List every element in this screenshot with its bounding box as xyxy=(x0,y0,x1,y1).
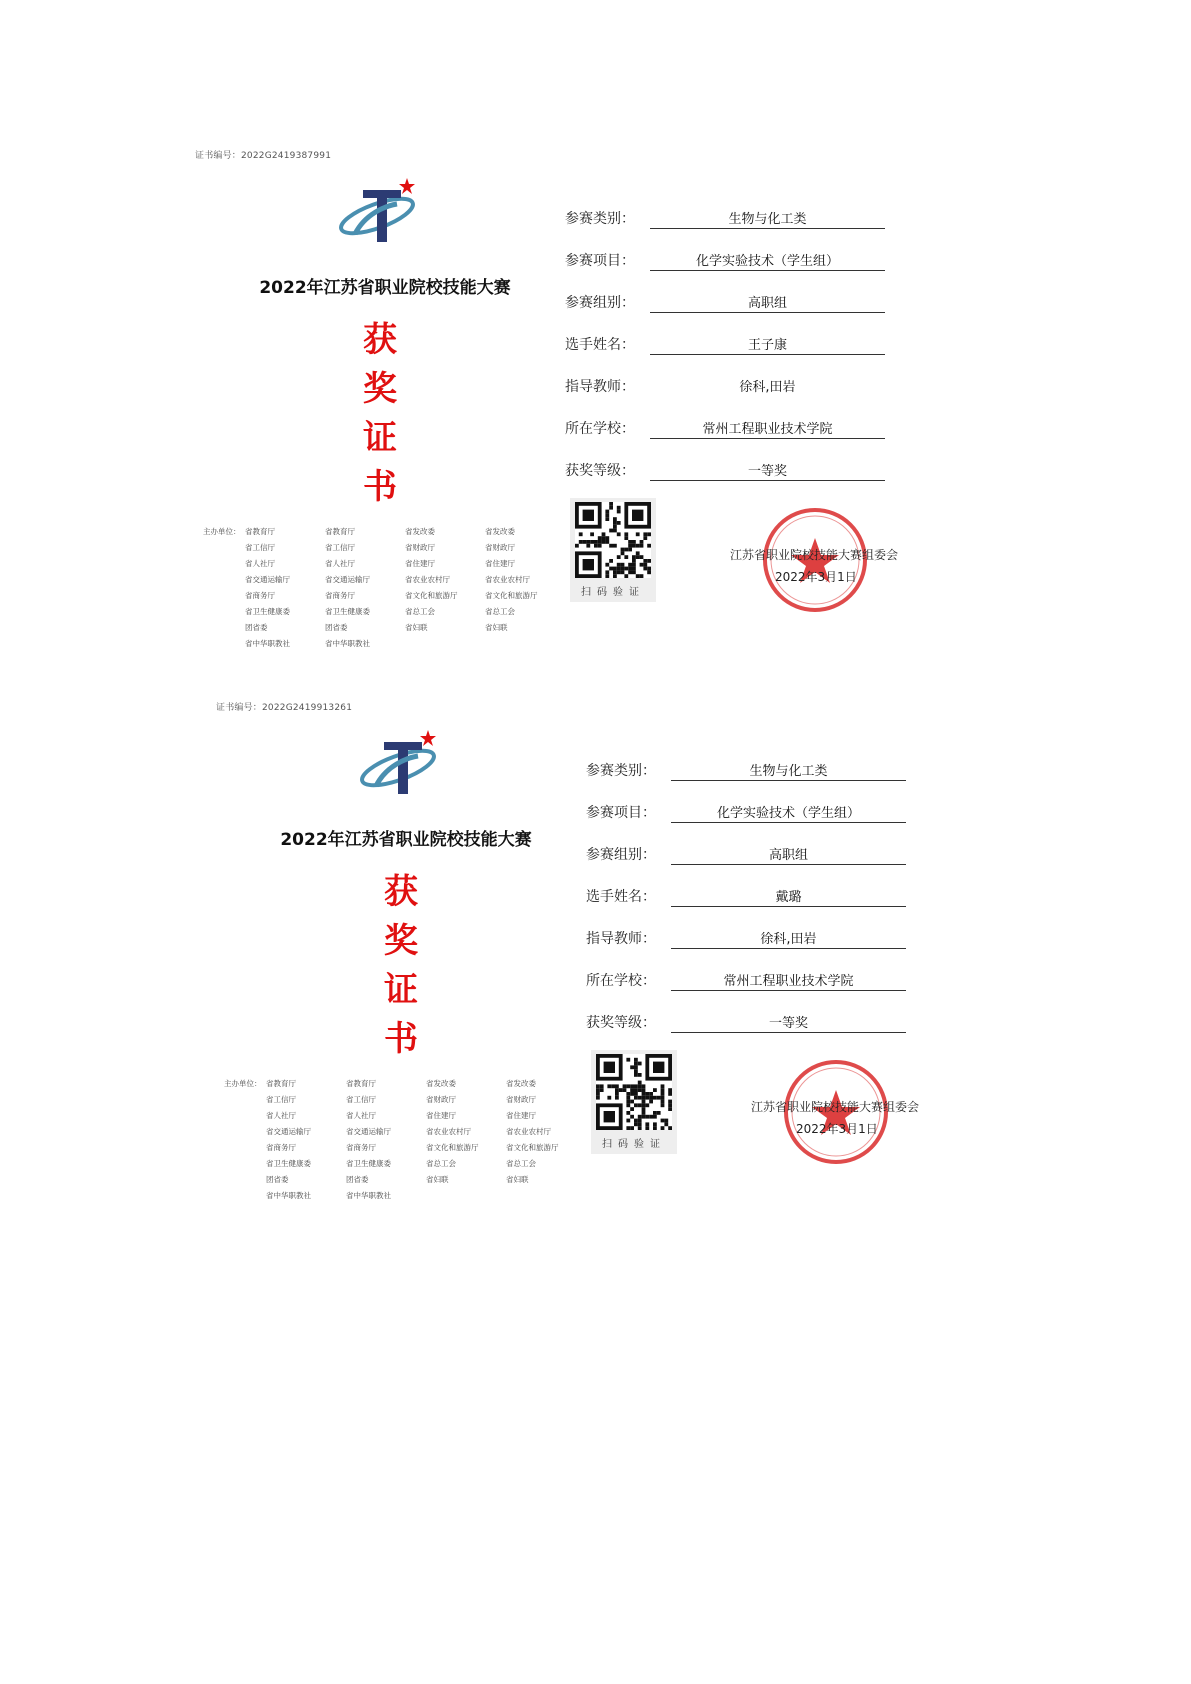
qr-code-icon xyxy=(575,502,651,578)
organizer-item: 省中华职教社 xyxy=(325,639,370,648)
qr-caption: 扫码验证 xyxy=(581,587,645,598)
field-label: 参赛项目： xyxy=(586,805,656,821)
organizer-item: 团省委 xyxy=(346,1175,369,1184)
certificate-1 xyxy=(195,148,1035,708)
organizer-item: 省中华职教社 xyxy=(266,1191,311,1200)
organizer-item: 省商务厅 xyxy=(245,591,275,600)
competition-logo-icon xyxy=(335,176,425,248)
field-label: 指导教师： xyxy=(586,931,656,947)
organizers-label: 主办单位： xyxy=(224,1079,262,1088)
verification-qr[interactable] xyxy=(591,1050,677,1154)
organizer-item: 省总工会 xyxy=(405,607,435,616)
organizer-item: 省教育厅 xyxy=(266,1079,296,1088)
field-value: 王子康 xyxy=(650,334,885,355)
organizer-item: 省妇联 xyxy=(405,623,428,632)
field-value: 常州工程职业技术学院 xyxy=(650,418,885,439)
organizer-item: 省商务厅 xyxy=(346,1143,376,1152)
certificate-fields xyxy=(586,760,926,1054)
organizer-item: 省文化和旅游厅 xyxy=(426,1143,479,1152)
competition-title: 2022年江苏省职业院校技能大赛 xyxy=(280,830,532,850)
organizer-item: 省交通运输厅 xyxy=(325,575,370,584)
field-value: 化学实验技术（学生组） xyxy=(671,802,906,823)
field-row xyxy=(565,376,905,418)
field-label: 所在学校： xyxy=(586,973,656,989)
organizer-item: 省发改委 xyxy=(506,1079,536,1088)
field-value: 徐科,田岩 xyxy=(671,928,906,949)
competition-title: 2022年江苏省职业院校技能大赛 xyxy=(259,278,511,298)
heading-char: 获 xyxy=(384,872,418,912)
organizer-item: 省财政厅 xyxy=(506,1095,536,1104)
field-label: 获奖等级： xyxy=(586,1015,656,1031)
field-label: 指导教师： xyxy=(565,379,635,395)
organizer-item: 省住建厅 xyxy=(485,559,515,568)
field-value: 徐科,田岩 xyxy=(739,380,796,395)
organizer-item: 团省委 xyxy=(245,623,268,632)
organizers-list xyxy=(245,526,565,649)
field-row xyxy=(586,802,926,844)
field-label: 获奖等级： xyxy=(565,463,635,479)
organizer-item: 省发改委 xyxy=(405,527,435,536)
field-row xyxy=(565,208,905,250)
organizer-item: 省财政厅 xyxy=(485,543,515,552)
issue-date: 2022年3月1日 xyxy=(796,1122,878,1136)
award-certificate-heading xyxy=(376,868,426,1064)
organizer-item: 省农业农村厅 xyxy=(405,575,450,584)
organizer-item: 省文化和旅游厅 xyxy=(485,591,538,600)
field-row xyxy=(586,886,926,928)
organizer-item: 省交通运输厅 xyxy=(245,575,290,584)
heading-char: 获 xyxy=(363,320,397,360)
organizer-item: 省卫生健康委 xyxy=(346,1159,391,1168)
organizer-item: 省工信厅 xyxy=(245,543,275,552)
organizer-item: 省农业农村厅 xyxy=(506,1127,551,1136)
field-value: 化学实验技术（学生组） xyxy=(650,250,885,271)
organizer-item: 团省委 xyxy=(325,623,348,632)
field-value: 一等奖 xyxy=(650,460,885,481)
field-value: 生物与化工类 xyxy=(650,208,885,229)
organizer-item: 省交通运输厅 xyxy=(346,1127,391,1136)
issuer-name: 江苏省职业院校技能大赛组委会 xyxy=(751,1100,920,1114)
heading-char: 证 xyxy=(384,970,418,1010)
field-label: 选手姓名： xyxy=(586,889,656,905)
organizer-item: 省人社厅 xyxy=(266,1111,296,1120)
organizer-item: 省工信厅 xyxy=(325,543,355,552)
organizer-item: 省商务厅 xyxy=(266,1143,296,1152)
heading-char: 书 xyxy=(384,1019,418,1059)
field-row xyxy=(565,334,905,376)
field-value: 高职组 xyxy=(650,292,885,313)
organizer-item: 省农业农村厅 xyxy=(426,1127,471,1136)
field-row xyxy=(565,292,905,334)
field-row xyxy=(586,760,926,802)
organizer-item: 省农业农村厅 xyxy=(485,575,530,584)
certificate-number: 证书编号：2022G2419387991 xyxy=(195,151,332,161)
field-label: 参赛组别： xyxy=(565,295,635,311)
field-row xyxy=(565,250,905,292)
organizer-item: 省人社厅 xyxy=(346,1111,376,1120)
heading-char: 奖 xyxy=(384,921,418,961)
organizer-item: 省教育厅 xyxy=(346,1079,376,1088)
organizer-item: 省财政厅 xyxy=(405,543,435,552)
organizer-item: 省住建厅 xyxy=(506,1111,536,1120)
award-certificate-heading xyxy=(355,316,405,512)
field-value: 生物与化工类 xyxy=(671,760,906,781)
organizer-item: 省教育厅 xyxy=(245,527,275,536)
organizer-item: 省总工会 xyxy=(506,1159,536,1168)
field-row xyxy=(565,460,905,502)
verification-qr[interactable] xyxy=(570,498,656,602)
organizer-item: 省住建厅 xyxy=(426,1111,456,1120)
organizer-item: 省总工会 xyxy=(485,607,515,616)
organizer-item: 省商务厅 xyxy=(325,591,355,600)
issuer-name: 江苏省职业院校技能大赛组委会 xyxy=(730,548,899,562)
heading-char: 书 xyxy=(363,467,397,507)
field-row xyxy=(565,418,905,460)
organizer-item: 省总工会 xyxy=(426,1159,456,1168)
field-row xyxy=(586,844,926,886)
organizer-item: 省发改委 xyxy=(485,527,515,536)
qr-caption: 扫码验证 xyxy=(602,1139,666,1150)
organizer-item: 省人社厅 xyxy=(325,559,355,568)
organizer-item: 省卫生健康委 xyxy=(245,607,290,616)
organizer-item: 省人社厅 xyxy=(245,559,275,568)
organizer-item: 省住建厅 xyxy=(405,559,435,568)
heading-char: 奖 xyxy=(363,369,397,409)
organizer-item: 省中华职教社 xyxy=(245,639,290,648)
field-label: 参赛项目： xyxy=(565,253,635,269)
field-value: 戴璐 xyxy=(671,886,906,907)
issue-date: 2022年3月1日 xyxy=(775,570,857,584)
field-value: 高职组 xyxy=(671,844,906,865)
organizer-item: 省妇联 xyxy=(426,1175,449,1184)
organizer-item: 省妇联 xyxy=(485,623,508,632)
organizer-item: 省中华职教社 xyxy=(346,1191,391,1200)
organizer-item: 省妇联 xyxy=(506,1175,529,1184)
organizer-item: 省财政厅 xyxy=(426,1095,456,1104)
certificate-number: 证书编号：2022G2419913261 xyxy=(216,703,353,713)
organizer-item: 省交通运输厅 xyxy=(266,1127,311,1136)
field-label: 参赛类别： xyxy=(586,763,656,779)
field-label: 参赛类别： xyxy=(565,211,635,227)
field-row xyxy=(586,970,926,1012)
field-value: 常州工程职业技术学院 xyxy=(671,970,906,991)
organizer-item: 团省委 xyxy=(266,1175,289,1184)
organizer-item: 省卫生健康委 xyxy=(266,1159,311,1168)
field-row xyxy=(586,1012,926,1054)
organizer-item: 省工信厅 xyxy=(266,1095,296,1104)
organizers-label: 主办单位： xyxy=(203,527,241,536)
organizer-item: 省卫生健康委 xyxy=(325,607,370,616)
organizers-list xyxy=(266,1078,586,1201)
competition-logo-icon xyxy=(356,728,446,800)
certificate-2 xyxy=(216,700,1056,1260)
organizer-item: 省文化和旅游厅 xyxy=(506,1143,559,1152)
field-label: 所在学校： xyxy=(565,421,635,437)
organizer-item: 省工信厅 xyxy=(346,1095,376,1104)
certificate-fields xyxy=(565,208,905,502)
heading-char: 证 xyxy=(363,418,397,458)
organizer-item: 省发改委 xyxy=(426,1079,456,1088)
field-label: 参赛组别： xyxy=(586,847,656,863)
field-row xyxy=(586,928,926,970)
field-value: 一等奖 xyxy=(671,1012,906,1033)
organizer-item: 省教育厅 xyxy=(325,527,355,536)
organizer-item: 省文化和旅游厅 xyxy=(405,591,458,600)
field-label: 选手姓名： xyxy=(565,337,635,353)
qr-code-icon xyxy=(596,1054,672,1130)
